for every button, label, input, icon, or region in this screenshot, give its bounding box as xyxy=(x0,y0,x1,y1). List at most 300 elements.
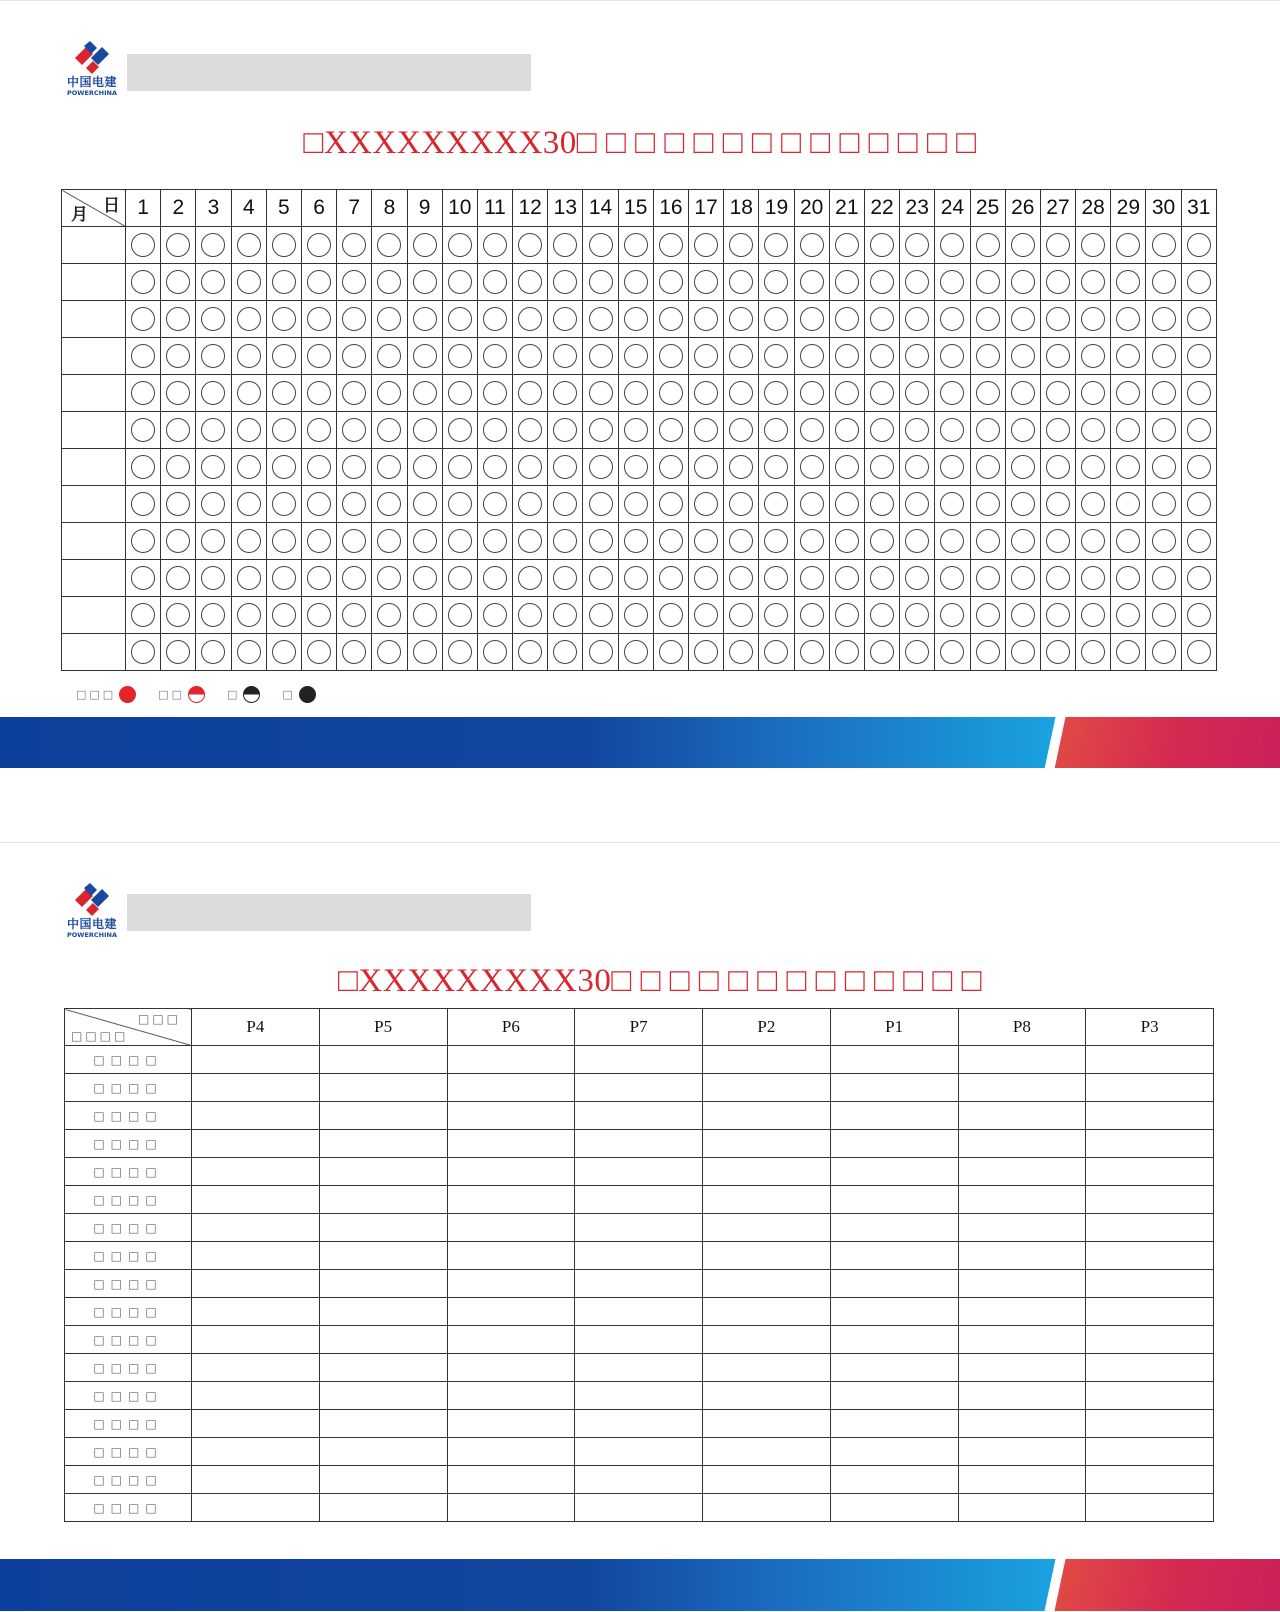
status-circle-icon[interactable] xyxy=(237,418,261,442)
status-circle-icon[interactable] xyxy=(870,603,894,627)
status-circle-icon[interactable] xyxy=(800,640,824,664)
day-cell[interactable] xyxy=(442,264,477,301)
day-cell[interactable] xyxy=(161,375,196,412)
day-cell[interactable] xyxy=(196,486,231,523)
status-circle-icon[interactable] xyxy=(1116,270,1140,294)
status-circle-icon[interactable] xyxy=(1011,566,1035,590)
status-circle-icon[interactable] xyxy=(237,529,261,553)
day-cell[interactable] xyxy=(1005,412,1040,449)
status-circle-icon[interactable] xyxy=(729,603,753,627)
status-circle-icon[interactable] xyxy=(342,307,366,331)
day-cell[interactable] xyxy=(301,412,336,449)
status-circle-icon[interactable] xyxy=(659,381,683,405)
day-cell[interactable] xyxy=(724,412,759,449)
day-cell[interactable] xyxy=(759,560,794,597)
status-circle-icon[interactable] xyxy=(553,344,577,368)
status-circle-icon[interactable] xyxy=(1187,603,1211,627)
day-cell[interactable] xyxy=(970,597,1005,634)
day-cell[interactable] xyxy=(1181,486,1216,523)
stats-cell[interactable] xyxy=(830,1270,958,1298)
day-cell[interactable] xyxy=(301,449,336,486)
status-circle-icon[interactable] xyxy=(518,344,542,368)
status-circle-icon[interactable] xyxy=(1046,307,1070,331)
status-circle-icon[interactable] xyxy=(624,529,648,553)
status-circle-icon[interactable] xyxy=(1011,529,1035,553)
stats-cell[interactable] xyxy=(319,1130,447,1158)
status-circle-icon[interactable] xyxy=(976,307,1000,331)
status-circle-icon[interactable] xyxy=(1116,344,1140,368)
day-cell[interactable] xyxy=(548,301,583,338)
status-circle-icon[interactable] xyxy=(131,566,155,590)
status-circle-icon[interactable] xyxy=(870,307,894,331)
status-circle-icon[interactable] xyxy=(342,270,366,294)
day-cell[interactable] xyxy=(477,486,512,523)
status-circle-icon[interactable] xyxy=(764,307,788,331)
stats-cell[interactable] xyxy=(447,1354,575,1382)
day-cell[interactable] xyxy=(583,523,618,560)
day-cell[interactable] xyxy=(900,264,935,301)
status-circle-icon[interactable] xyxy=(1011,307,1035,331)
status-circle-icon[interactable] xyxy=(448,307,472,331)
status-circle-icon[interactable] xyxy=(624,640,648,664)
status-circle-icon[interactable] xyxy=(870,640,894,664)
day-cell[interactable] xyxy=(653,412,688,449)
status-circle-icon[interactable] xyxy=(272,307,296,331)
status-circle-icon[interactable] xyxy=(764,270,788,294)
day-cell[interactable] xyxy=(477,523,512,560)
status-circle-icon[interactable] xyxy=(1011,603,1035,627)
status-circle-icon[interactable] xyxy=(553,640,577,664)
stats-cell[interactable] xyxy=(830,1186,958,1214)
stats-cell[interactable] xyxy=(958,1410,1086,1438)
status-circle-icon[interactable] xyxy=(237,492,261,516)
day-cell[interactable] xyxy=(1111,301,1146,338)
status-circle-icon[interactable] xyxy=(166,455,190,479)
status-circle-icon[interactable] xyxy=(342,492,366,516)
status-circle-icon[interactable] xyxy=(553,270,577,294)
stats-cell[interactable] xyxy=(1086,1046,1214,1074)
day-cell[interactable] xyxy=(794,486,829,523)
stats-cell[interactable] xyxy=(830,1494,958,1522)
status-circle-icon[interactable] xyxy=(483,233,507,257)
day-cell[interactable] xyxy=(583,264,618,301)
status-circle-icon[interactable] xyxy=(835,344,859,368)
day-cell[interactable] xyxy=(477,301,512,338)
day-cell[interactable] xyxy=(724,301,759,338)
day-cell[interactable] xyxy=(301,338,336,375)
stats-cell[interactable] xyxy=(575,1494,703,1522)
status-circle-icon[interactable] xyxy=(553,566,577,590)
status-circle-icon[interactable] xyxy=(659,344,683,368)
status-circle-icon[interactable] xyxy=(518,603,542,627)
status-circle-icon[interactable] xyxy=(694,344,718,368)
day-cell[interactable] xyxy=(935,486,970,523)
day-cell[interactable] xyxy=(301,301,336,338)
day-cell[interactable] xyxy=(864,449,899,486)
status-circle-icon[interactable] xyxy=(905,566,929,590)
day-cell[interactable] xyxy=(126,264,161,301)
day-cell[interactable] xyxy=(1076,412,1111,449)
month-label-cell[interactable] xyxy=(62,523,126,560)
status-circle-icon[interactable] xyxy=(800,455,824,479)
stats-cell[interactable] xyxy=(1086,1354,1214,1382)
status-circle-icon[interactable] xyxy=(940,233,964,257)
status-circle-icon[interactable] xyxy=(976,233,1000,257)
status-circle-icon[interactable] xyxy=(413,492,437,516)
day-cell[interactable] xyxy=(1111,412,1146,449)
stats-cell[interactable] xyxy=(319,1158,447,1186)
status-circle-icon[interactable] xyxy=(940,640,964,664)
day-cell[interactable] xyxy=(548,597,583,634)
status-circle-icon[interactable] xyxy=(307,529,331,553)
status-circle-icon[interactable] xyxy=(237,455,261,479)
status-circle-icon[interactable] xyxy=(905,270,929,294)
status-circle-icon[interactable] xyxy=(659,233,683,257)
stats-cell[interactable] xyxy=(958,1354,1086,1382)
status-circle-icon[interactable] xyxy=(976,492,1000,516)
status-circle-icon[interactable] xyxy=(1046,233,1070,257)
day-cell[interactable] xyxy=(231,412,266,449)
status-circle-icon[interactable] xyxy=(800,566,824,590)
status-circle-icon[interactable] xyxy=(1011,270,1035,294)
day-cell[interactable] xyxy=(759,634,794,671)
status-circle-icon[interactable] xyxy=(589,492,613,516)
day-cell[interactable] xyxy=(1181,560,1216,597)
day-cell[interactable] xyxy=(442,449,477,486)
day-cell[interactable] xyxy=(970,227,1005,264)
status-circle-icon[interactable] xyxy=(483,603,507,627)
stats-cell[interactable] xyxy=(192,1326,320,1354)
day-cell[interactable] xyxy=(372,597,407,634)
day-cell[interactable] xyxy=(231,264,266,301)
day-cell[interactable] xyxy=(1005,449,1040,486)
day-cell[interactable] xyxy=(970,449,1005,486)
day-cell[interactable] xyxy=(337,597,372,634)
status-circle-icon[interactable] xyxy=(1081,640,1105,664)
status-circle-icon[interactable] xyxy=(1081,455,1105,479)
day-cell[interactable] xyxy=(1111,523,1146,560)
day-cell[interactable] xyxy=(864,227,899,264)
day-cell[interactable] xyxy=(337,486,372,523)
stats-cell[interactable] xyxy=(575,1158,703,1186)
stats-cell[interactable] xyxy=(447,1242,575,1270)
day-cell[interactable] xyxy=(1181,597,1216,634)
day-cell[interactable] xyxy=(126,227,161,264)
status-circle-icon[interactable] xyxy=(1152,455,1176,479)
day-cell[interactable] xyxy=(548,486,583,523)
status-circle-icon[interactable] xyxy=(589,529,613,553)
day-cell[interactable] xyxy=(900,560,935,597)
stats-cell[interactable] xyxy=(192,1130,320,1158)
status-circle-icon[interactable] xyxy=(166,381,190,405)
status-circle-icon[interactable] xyxy=(131,640,155,664)
status-circle-icon[interactable] xyxy=(729,307,753,331)
day-cell[interactable] xyxy=(653,486,688,523)
stats-cell[interactable] xyxy=(703,1074,831,1102)
stats-cell[interactable] xyxy=(703,1242,831,1270)
day-cell[interactable] xyxy=(301,597,336,634)
day-cell[interactable] xyxy=(126,560,161,597)
day-cell[interactable] xyxy=(724,264,759,301)
status-circle-icon[interactable] xyxy=(976,270,1000,294)
status-circle-icon[interactable] xyxy=(976,529,1000,553)
status-circle-icon[interactable] xyxy=(272,640,296,664)
day-cell[interactable] xyxy=(970,338,1005,375)
stats-cell[interactable] xyxy=(830,1046,958,1074)
day-cell[interactable] xyxy=(1005,486,1040,523)
day-cell[interactable] xyxy=(829,523,864,560)
status-circle-icon[interactable] xyxy=(1152,344,1176,368)
day-cell[interactable] xyxy=(1146,375,1181,412)
stats-cell[interactable] xyxy=(1086,1130,1214,1158)
status-circle-icon[interactable] xyxy=(377,381,401,405)
stats-cell[interactable] xyxy=(830,1326,958,1354)
day-cell[interactable] xyxy=(794,227,829,264)
status-circle-icon[interactable] xyxy=(1046,344,1070,368)
day-cell[interactable] xyxy=(1146,523,1181,560)
status-circle-icon[interactable] xyxy=(272,418,296,442)
day-cell[interactable] xyxy=(829,597,864,634)
stats-cell[interactable] xyxy=(192,1410,320,1438)
stats-cell[interactable] xyxy=(575,1214,703,1242)
stats-cell[interactable] xyxy=(958,1466,1086,1494)
status-circle-icon[interactable] xyxy=(1152,418,1176,442)
stats-cell[interactable] xyxy=(830,1466,958,1494)
status-circle-icon[interactable] xyxy=(342,640,366,664)
day-cell[interactable] xyxy=(407,634,442,671)
day-cell[interactable] xyxy=(161,523,196,560)
status-circle-icon[interactable] xyxy=(694,307,718,331)
day-cell[interactable] xyxy=(231,227,266,264)
day-cell[interactable] xyxy=(196,375,231,412)
status-circle-icon[interactable] xyxy=(1046,492,1070,516)
stats-cell[interactable] xyxy=(703,1298,831,1326)
day-cell[interactable] xyxy=(266,375,301,412)
status-circle-icon[interactable] xyxy=(448,381,472,405)
status-circle-icon[interactable] xyxy=(976,640,1000,664)
stats-cell[interactable] xyxy=(575,1046,703,1074)
day-cell[interactable] xyxy=(196,227,231,264)
status-circle-icon[interactable] xyxy=(166,270,190,294)
status-circle-icon[interactable] xyxy=(518,233,542,257)
day-cell[interactable] xyxy=(1146,597,1181,634)
day-cell[interactable] xyxy=(513,264,548,301)
day-cell[interactable] xyxy=(337,523,372,560)
day-cell[interactable] xyxy=(301,486,336,523)
day-cell[interactable] xyxy=(1040,301,1075,338)
day-cell[interactable] xyxy=(337,375,372,412)
stats-cell[interactable] xyxy=(575,1102,703,1130)
day-cell[interactable] xyxy=(1146,560,1181,597)
day-cell[interactable] xyxy=(970,412,1005,449)
status-circle-icon[interactable] xyxy=(272,233,296,257)
status-circle-icon[interactable] xyxy=(800,381,824,405)
status-circle-icon[interactable] xyxy=(835,529,859,553)
day-cell[interactable] xyxy=(1146,412,1181,449)
status-circle-icon[interactable] xyxy=(131,492,155,516)
day-cell[interactable] xyxy=(407,597,442,634)
status-circle-icon[interactable] xyxy=(589,381,613,405)
stats-cell[interactable] xyxy=(319,1046,447,1074)
status-circle-icon[interactable] xyxy=(1116,307,1140,331)
day-cell[interactable] xyxy=(548,560,583,597)
status-circle-icon[interactable] xyxy=(694,566,718,590)
status-circle-icon[interactable] xyxy=(589,344,613,368)
status-circle-icon[interactable] xyxy=(1081,418,1105,442)
status-circle-icon[interactable] xyxy=(413,233,437,257)
stats-cell[interactable] xyxy=(192,1270,320,1298)
day-cell[interactable] xyxy=(161,486,196,523)
day-cell[interactable] xyxy=(1040,227,1075,264)
status-circle-icon[interactable] xyxy=(342,344,366,368)
status-circle-icon[interactable] xyxy=(377,455,401,479)
status-circle-icon[interactable] xyxy=(1046,529,1070,553)
status-circle-icon[interactable] xyxy=(483,344,507,368)
status-circle-icon[interactable] xyxy=(905,640,929,664)
status-circle-icon[interactable] xyxy=(1081,566,1105,590)
day-cell[interactable] xyxy=(864,338,899,375)
month-label-cell[interactable] xyxy=(62,412,126,449)
day-cell[interactable] xyxy=(231,634,266,671)
status-circle-icon[interactable] xyxy=(835,455,859,479)
day-cell[interactable] xyxy=(372,449,407,486)
status-circle-icon[interactable] xyxy=(483,418,507,442)
status-circle-icon[interactable] xyxy=(589,603,613,627)
day-cell[interactable] xyxy=(372,412,407,449)
day-cell[interactable] xyxy=(759,375,794,412)
status-circle-icon[interactable] xyxy=(307,307,331,331)
stats-cell[interactable] xyxy=(703,1130,831,1158)
stats-cell[interactable] xyxy=(830,1130,958,1158)
status-circle-icon[interactable] xyxy=(940,381,964,405)
day-cell[interactable] xyxy=(1076,597,1111,634)
day-cell[interactable] xyxy=(301,375,336,412)
status-circle-icon[interactable] xyxy=(448,640,472,664)
status-circle-icon[interactable] xyxy=(694,492,718,516)
status-circle-icon[interactable] xyxy=(870,270,894,294)
day-cell[interactable] xyxy=(900,634,935,671)
status-circle-icon[interactable] xyxy=(518,307,542,331)
day-cell[interactable] xyxy=(618,338,653,375)
status-circle-icon[interactable] xyxy=(518,455,542,479)
status-circle-icon[interactable] xyxy=(1116,381,1140,405)
status-circle-icon[interactable] xyxy=(377,307,401,331)
day-cell[interactable] xyxy=(900,523,935,560)
status-circle-icon[interactable] xyxy=(518,492,542,516)
status-circle-icon[interactable] xyxy=(377,418,401,442)
status-circle-icon[interactable] xyxy=(413,270,437,294)
day-cell[interactable] xyxy=(161,634,196,671)
day-cell[interactable] xyxy=(337,560,372,597)
day-cell[interactable] xyxy=(231,486,266,523)
status-circle-icon[interactable] xyxy=(377,529,401,553)
day-cell[interactable] xyxy=(161,560,196,597)
day-cell[interactable] xyxy=(442,560,477,597)
status-circle-icon[interactable] xyxy=(166,307,190,331)
day-cell[interactable] xyxy=(372,227,407,264)
day-cell[interactable] xyxy=(864,264,899,301)
day-cell[interactable] xyxy=(1040,412,1075,449)
status-circle-icon[interactable] xyxy=(483,381,507,405)
month-label-cell[interactable] xyxy=(62,560,126,597)
day-cell[interactable] xyxy=(442,412,477,449)
stats-cell[interactable] xyxy=(192,1242,320,1270)
status-circle-icon[interactable] xyxy=(1046,603,1070,627)
status-circle-icon[interactable] xyxy=(413,381,437,405)
status-circle-icon[interactable] xyxy=(764,492,788,516)
status-circle-icon[interactable] xyxy=(272,270,296,294)
stats-cell[interactable] xyxy=(192,1494,320,1522)
status-circle-icon[interactable] xyxy=(377,640,401,664)
day-cell[interactable] xyxy=(1146,264,1181,301)
day-cell[interactable] xyxy=(1111,375,1146,412)
day-cell[interactable] xyxy=(1111,486,1146,523)
status-circle-icon[interactable] xyxy=(448,603,472,627)
day-cell[interactable] xyxy=(196,264,231,301)
day-cell[interactable] xyxy=(266,597,301,634)
day-cell[interactable] xyxy=(583,338,618,375)
day-cell[interactable] xyxy=(301,634,336,671)
status-circle-icon[interactable] xyxy=(201,566,225,590)
status-circle-icon[interactable] xyxy=(1116,418,1140,442)
day-cell[interactable] xyxy=(1181,227,1216,264)
day-cell[interactable] xyxy=(1005,227,1040,264)
day-cell[interactable] xyxy=(337,412,372,449)
stats-cell[interactable] xyxy=(830,1438,958,1466)
status-circle-icon[interactable] xyxy=(131,529,155,553)
status-circle-icon[interactable] xyxy=(764,233,788,257)
day-cell[interactable] xyxy=(337,301,372,338)
day-cell[interactable] xyxy=(301,560,336,597)
stats-cell[interactable] xyxy=(830,1074,958,1102)
stats-cell[interactable] xyxy=(192,1438,320,1466)
stats-cell[interactable] xyxy=(703,1382,831,1410)
status-circle-icon[interactable] xyxy=(624,566,648,590)
day-cell[interactable] xyxy=(372,264,407,301)
status-circle-icon[interactable] xyxy=(413,344,437,368)
status-circle-icon[interactable] xyxy=(1187,381,1211,405)
status-circle-icon[interactable] xyxy=(131,233,155,257)
status-circle-icon[interactable] xyxy=(201,640,225,664)
stats-cell[interactable] xyxy=(703,1326,831,1354)
day-cell[interactable] xyxy=(266,560,301,597)
month-label-cell[interactable] xyxy=(62,227,126,264)
status-circle-icon[interactable] xyxy=(1046,381,1070,405)
day-cell[interactable] xyxy=(724,338,759,375)
status-circle-icon[interactable] xyxy=(272,529,296,553)
status-circle-icon[interactable] xyxy=(1187,529,1211,553)
day-cell[interactable] xyxy=(1111,227,1146,264)
stats-cell[interactable] xyxy=(319,1270,447,1298)
stats-cell[interactable] xyxy=(575,1438,703,1466)
status-circle-icon[interactable] xyxy=(1152,529,1176,553)
status-circle-icon[interactable] xyxy=(553,233,577,257)
day-cell[interactable] xyxy=(1076,523,1111,560)
day-cell[interactable] xyxy=(196,597,231,634)
day-cell[interactable] xyxy=(900,449,935,486)
month-label-cell[interactable] xyxy=(62,264,126,301)
status-circle-icon[interactable] xyxy=(905,233,929,257)
status-circle-icon[interactable] xyxy=(659,640,683,664)
day-cell[interactable] xyxy=(337,634,372,671)
stats-cell[interactable] xyxy=(830,1102,958,1130)
stats-cell[interactable] xyxy=(447,1046,575,1074)
status-circle-icon[interactable] xyxy=(764,640,788,664)
day-cell[interactable] xyxy=(829,634,864,671)
day-cell[interactable] xyxy=(161,449,196,486)
stats-cell[interactable] xyxy=(703,1354,831,1382)
day-cell[interactable] xyxy=(724,486,759,523)
